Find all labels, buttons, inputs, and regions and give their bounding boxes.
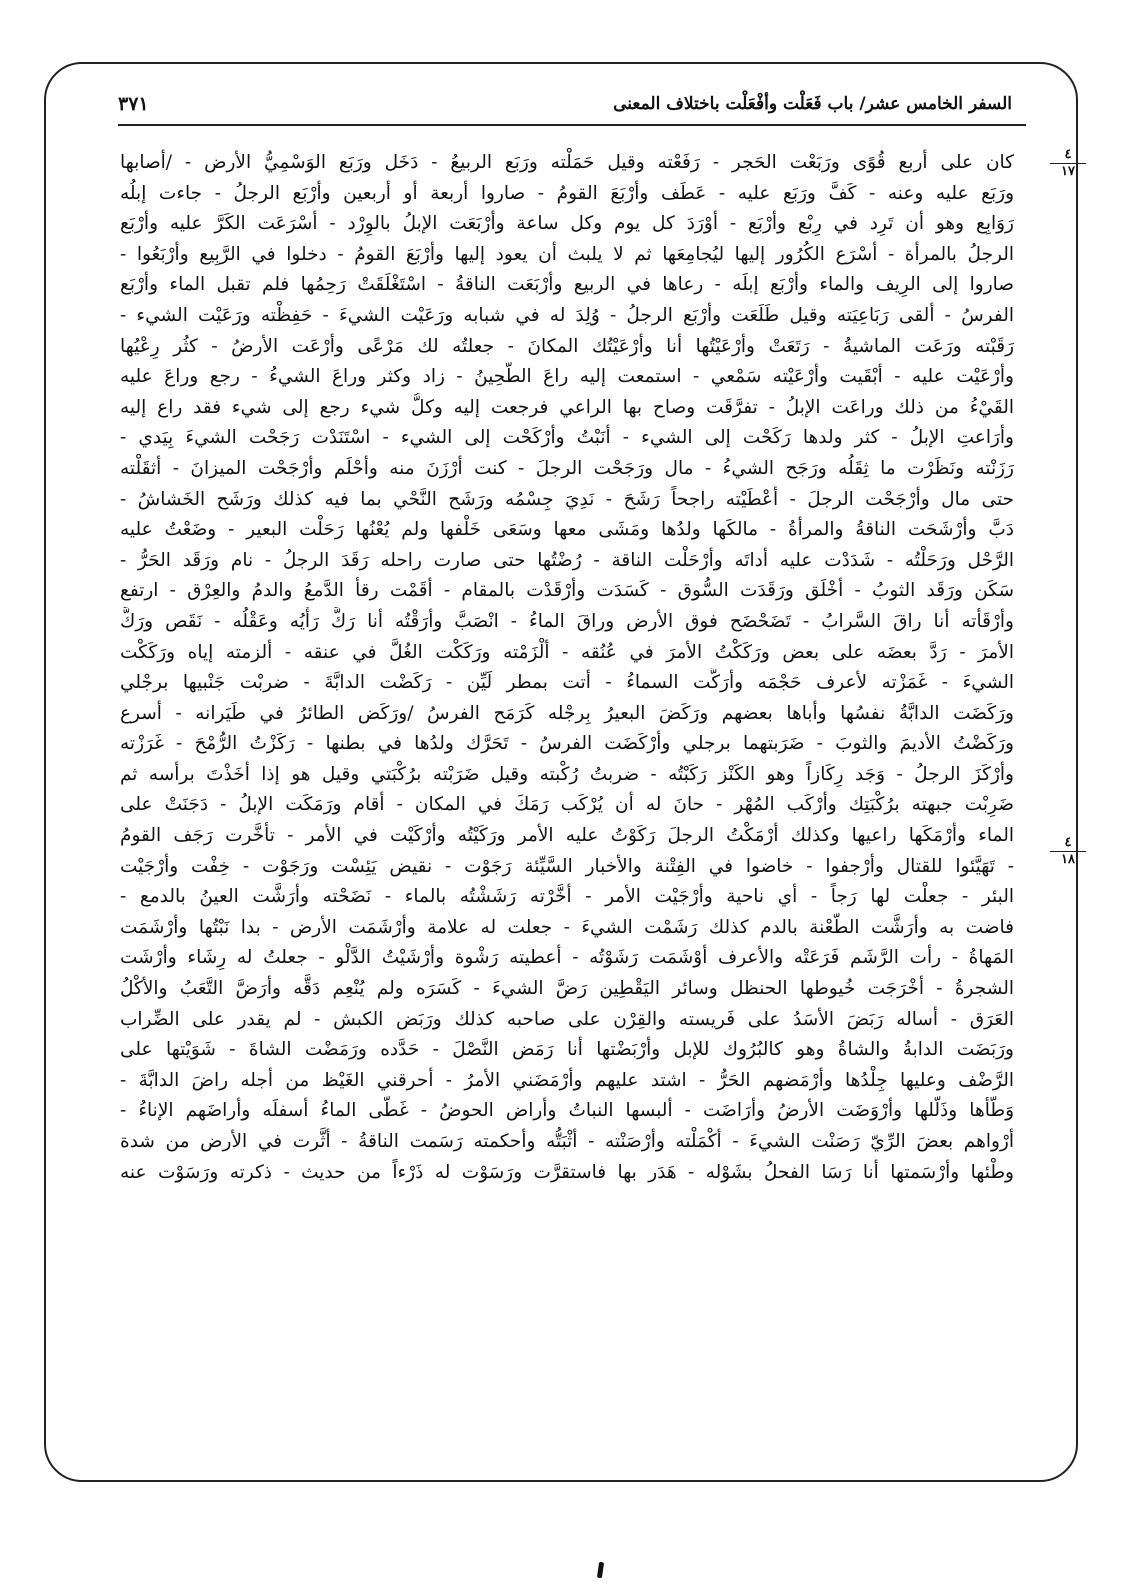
- text-line: وأرْعَيْت عليه - أبْقَيت وأرْعَيْته سَمْعي - استمعت إليه راعَ الطَّحِينُ - زاد وكثر وراعَ الشيءُ - رجع وراعَ عليه: [120, 366, 1014, 388]
- text-line: وَطَّأها وذَلَّلها وأرْوَضَت الأرضُ وأرَاضَت - ألبسها النباتُ وأراض الحوضُ - غَطَّى الماءُ أسفلَه وأراضَهم الإناءُ -: [120, 1100, 1014, 1122]
- text-line: ورَبَع عليه وعنه - كَفَّ ورَبَع عليه - عَطَف وأرْبَعَ القومُ - صاروا أربعة أو أربعين وأرْبَع الرجلُ - جاءت إبلُه: [120, 182, 1014, 204]
- text-line: الفرسُ - ألقى رَبَاعِيَته وقيل طَلَعَت وأرْبَع الرجلُ - وُلِدَ له في شبابه ورَعَيْت الشيءَ - حَفِظْته ورَعَيْت الشيء -: [120, 304, 1014, 326]
- text-line: حتى مال وأرْجَحْت الرجلَ - أعْطَيْته راجحاً رَشَحَ - نَدِيَ جِسْمُه ورَشَح النَّحْي بما فيه كذلك ورَشَح الخَشاشُ -: [120, 488, 1014, 510]
- text-line: أرْواهم بعضَ الرِّيّ رَصَنْت الشيءَ - أكْمَلْته وأرْصَنْته - أثْبَتُّه وأحكمته رَسَمت الناقةُ - أثَّرت في الأرض من شدة: [120, 1131, 1014, 1152]
- margin-reference: [1050, 836, 1086, 867]
- margin-reference-page: ١٨: [1061, 852, 1075, 867]
- text-line: ورَبَضَت الدابةُ والشاةُ وهو كالبُرُوك للإبل وأرْبَضْتها أنا رَمَض النَّصْلَ - حَدَّده ورَمَضْت الشاةَ - شَوَيْتها على: [120, 1039, 1014, 1061]
- text-line: - تَهَيَّئوا للقتال وأرْجفوا - خاضوا في الفِتْنة والأخبار السَّيِّئة رَجَوْت - نقيض يَئِسْت ورَجَوْت - خِفْت وأرْجَيْت: [120, 855, 1014, 877]
- text-line: الماء وأرْمَكَها راعيها وكذلك أرْمَكْتُ الرجلَ رَكَوْتُ عليه الأمر ورَكَيْتُه وأرْكَيْت في الأمر - تأخَّرت رَجَف القومُ: [120, 825, 1014, 847]
- text-line: البئر - جعلْت لها رَجاً - أي ناحية وأرْجَيْت الأمر - أخَّرْته رَشَشْتُه بالماء - نَضَحْته وأرَشَّت العينُ بالدمع -: [120, 886, 1014, 908]
- text-line: ضَرِبْت جبهته برُكْبَتِك وأرْكَب المُهْر - حانَ له أن يُرْكَب رَمَكَ في المكان - أقام ورَمَكَت الإبلُ - دَجَنَتْ على: [120, 794, 1014, 816]
- margin-reference-volume: ٤: [1050, 148, 1086, 164]
- text-line: الأمرَ - رَدَّ بعضَه على بعض ورَكَكْتُ الأمرَ في عُنُقه - ألْزَمْته ورَكَكْت الغُلَّ في عنقه - ألزمته إياه ورَكَكْت: [120, 641, 1014, 663]
- text-line: وأرَاعتِ الإبلُ - كثر ولدها رَكَحْت إلى الشيء - أنَبْتُ وأرْكَحْت إلى الشيء - اسْتَنَدْت رَجَحْت الشيءَ بِيَدي -: [120, 427, 1014, 449]
- running-title: السفر الخامس عشر/ باب فَعَلْت وأفْعَلْت باختلاف المعنى: [613, 94, 1012, 114]
- text-line: كان على أربع قُوًى ورَبَعْت الحَجر - رَفَعْته وقيل حَمَلْته ورَبَع الربيعُ - دَخَل ورَبَع الوَسْمِيُّ الأرض - /أصابها: [120, 152, 1014, 173]
- text-line: ورَكَضَت الدابَّةُ نفسُها وأباها بعضهم ورَكَضَ البعيرُ بِرجْله كَرَمَح الفرسُ /ورَكَض الطائرُ في طَيَرانه - أسرع: [120, 702, 1014, 724]
- margin-reference: [1050, 148, 1086, 179]
- text-line: رَقَبْته ورَعَت الماشيةُ - رَتَعَتْ وأرْعَيْتُها أنا وأرْعَيْتُك المكانَ - جعلتُه لك مَرْعًى وأرْعَت الأرضُ - كثُر رِعْيُها: [120, 335, 1014, 357]
- text-line: فاضت به وأرَشَّت الطَّعْنة بالدم كذلك رَشَمْت الشيءَ - جعلت له علامة وأرْشَمَت الأرض - بدا نَبْتُها وأرْشَمَت: [120, 916, 1014, 938]
- text-line: وطْئها وأرْسَمتها أنا رَسَا الفحلُ بشَوْله - هَدَر بها فاستقرَّت ورَسَوْت له ذَرْءاً من حديث - ذكرته ورَسَوْت عنه: [120, 1161, 1014, 1183]
- text-line: الرَّحْل ورَحَلْتُه - شَدَدْت عليه أداتَه وأرْحَلْت الناقة - رُضْتُها حتى صارت راحله رَقَدَ الرجلُ - نام ورَقَد الحَرُّ -: [120, 549, 1014, 571]
- text-line: الشيءَ - غَمَزْته لأعرف حَجْمَه وأرَكَّت السماءُ - أتت بمطر لَيِّن - رَكَضْت الدابَّةَ - ضربْت جَنْبيها برجْلي: [120, 672, 1014, 694]
- text-line: الرجلُ بالمرأة - أسْرَع الكُرُور إليها ليُجامِعَها ثم لا يلبث أن يعود إليها وأرْبَعَ القومُ - دخلوا في الرَّبِيع وأرْبَعُوا -: [120, 243, 1014, 265]
- text-line: وأرْقَأته أنا راقَ السَّرابُ - تَضَحْضَح فوق الأرض وراقَ الماءُ - انْصَبَّ وأرَقْتُه أنا رَكَّ رَأْيُه وعَقْلُه - نَقَص ورَكَّ: [120, 610, 1014, 632]
- running-header: [118, 82, 1012, 126]
- text-line: سَكَن ورَقَد الثوبُ - أخْلَق ورَقَدَت السُّوق - كَسَدَت وأرْقَدْت بالمقام - أقَمْت رقأ الدَّمعُ والدمُ والعِرْق - ارتفع: [120, 580, 1014, 602]
- scan-mark: [597, 1562, 604, 1579]
- text-line: المَهاةُ - رأت الرَّشَم فَرَعَتْه والأعرف أوْشَمَت رَشَوْتُه - أعطيته رَشْوة وأرْشَيْتُ الدَّلْو - جعلتُ له رِشَاء وأرْشَت: [120, 947, 1014, 969]
- text-line: الشجرةُ - أخْرَجَت خُيوطها الحنظل وسائر اليَقْطِين رَضَّ الشيءَ - كَسَرَه ولم يُنْعِم دَقَّه وأرَضَّ التَّعَبُ والأكْلُ: [120, 978, 1014, 1000]
- text-line: رَزَنْته ونَظَرْت ما ثِقَلُه ورَجَح الشيءُ - مال ورَجَحْت الرجلَ - كنت أرْزَنَ منه وأحْلَم وأرْجَحْت الميزانَ - أثقَلْته: [120, 457, 1014, 479]
- text-line: رَوَابِع وهو أن تَرِد في رِبْع وأرْبَع - أوْرَدَ كل يوم وكل ساعة وأرْبَعَت الإبلُ بالوِرْد - أسْرَعَت الكَرَّ عليه وأرْبَع: [120, 213, 1014, 235]
- text-line: الرَّضْف وعليها جِلْدُها وأرْمَضهم الحَرُّ - اشتد عليهم وأرْمَضَني الأمرُ - أحرقني الغَيْظ من أجله راضَ الدابَّةَ -: [120, 1069, 1014, 1091]
- body-text: [120, 148, 1014, 1188]
- text-line: صاروا إلى الرِيف والماء وأرْبَع إبلَه - رعاها في الربيع وأرْبَعَت الناقةُ - اسْتَغْلَقَتْ رَحِمُها فلم تقبل الماء وأرْبَع: [120, 274, 1014, 296]
- margin-reference-page: ١٧: [1061, 164, 1075, 179]
- margin-reference-volume: ٤: [1050, 836, 1086, 852]
- text-line: وأرْكَزَ الرجلُ - وَجَد رِكَازاً وهو الكَنْز رَكَبْتُه - ضربتُ رُكْبته وقيل ضَرَبْته برُكْبَتي وقيل هو إذا أخَذْتَ برأسه ثم: [120, 763, 1014, 785]
- text-line: العَرَق - أساله رَبَضَ الأسَدُ على فَريسته والقِرْن على صاحبه كذلك ورَبَض الكبش - لم يقدر على الضِّراب: [120, 1008, 1014, 1030]
- page-number: ٣٧١: [118, 93, 149, 115]
- text-line: دَبَّ وأرْشَحَت الناقةُ والمرأةُ - مالكَها ولدُها ومَشَى معها وسَعَى خَلْفها ولم يُعْنُها رَحَلْت البعير - وضَعْتُ عليه: [120, 519, 1014, 541]
- text-line: ورَكَضْتُ الأديمَ والثوبَ - ضَرَبتهما برجلي وأرْكَضَت الفرسُ - تَحَرَّك ولدُها في بطنها - رَكَزْتُ الرُّمْحَ - غَرَزْته: [120, 733, 1014, 755]
- text-line: القَيْءُ من ذلك وراعَت الإبلُ - تفرَّقَت وصاح بها الراعي فرجعت إليه وكلُّ شيء رجع إلى شيء فقد راع إليه: [120, 396, 1014, 418]
- header-rule: [118, 124, 1026, 126]
